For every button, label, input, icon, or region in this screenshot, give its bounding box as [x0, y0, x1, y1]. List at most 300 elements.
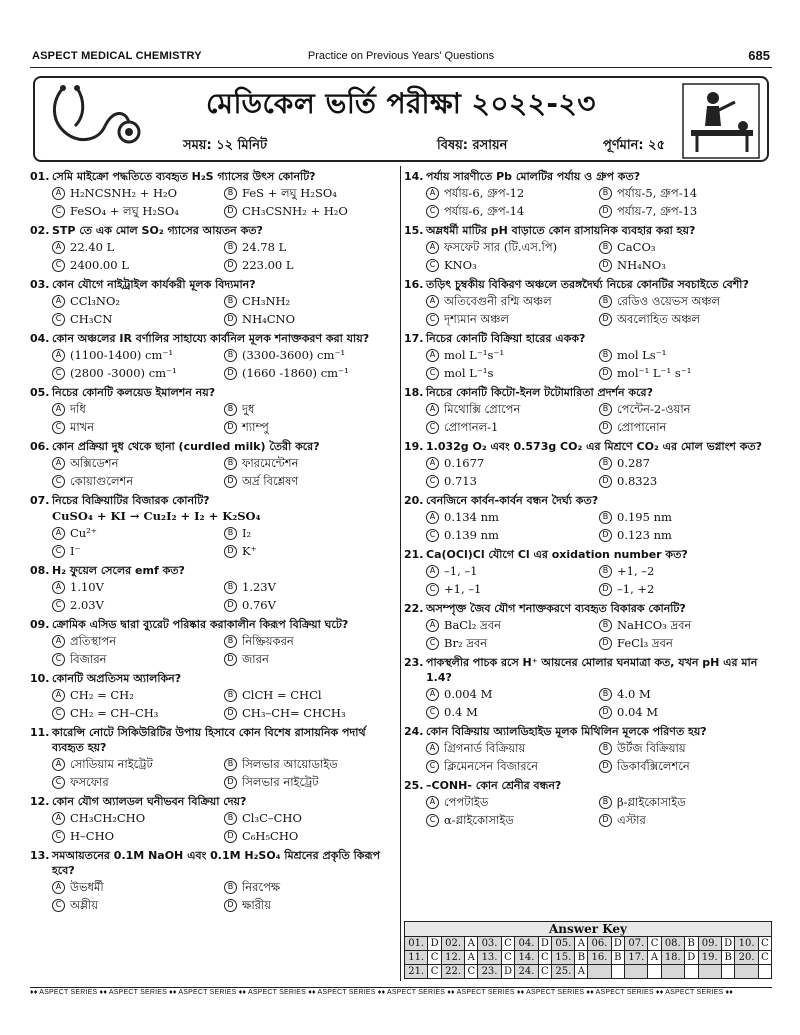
option-letter-circle: B: [224, 349, 237, 362]
option-letter-circle: D: [224, 475, 237, 488]
option-letter-circle: A: [426, 742, 439, 755]
option-item: [52, 896, 224, 914]
option-text: 0.1677: [444, 456, 485, 470]
option-letter-circle: D: [599, 205, 612, 218]
question-item: [404, 328, 772, 382]
question-item: [30, 722, 396, 791]
option-text: (1100-1400) cm⁻¹: [70, 348, 174, 362]
question-text: নিচের কোনটি কিটো-ইনল টটোমারিতা প্রদর্শন করে?: [426, 386, 653, 399]
page-number: 685: [748, 48, 770, 63]
answer-key-answer: [611, 965, 625, 979]
option-item: [224, 878, 396, 896]
question-text: কোন অঞ্চলের IR বর্ণালির সাহায্যে কার্বনিল মূলক শনাক্তকরণ করা যায়?: [52, 332, 370, 345]
answer-key-number: 07.: [625, 937, 648, 951]
option-text: NH₄NO₃: [617, 258, 666, 272]
answer-key: [404, 921, 772, 979]
question-item: [30, 845, 396, 914]
answer-key-number: 01.: [405, 937, 428, 951]
option-item: [224, 773, 396, 791]
option-item: [52, 310, 224, 328]
option-letter-circle: B: [224, 527, 237, 540]
answer-key-answer: D: [684, 951, 698, 965]
option-item: [224, 310, 396, 328]
options-grid: [404, 238, 772, 274]
option-item: [426, 454, 599, 472]
answer-key-number: 23.: [478, 965, 501, 979]
options-grid: [404, 508, 772, 544]
option-text: অক্সিডেশন: [70, 456, 119, 470]
question-item: [404, 382, 772, 436]
question-text: কারেন্সি নোটে সিকিউরিটির উপায় হিসাবে কোন বিশেষ রাসায়নিক পদার্থ ব্যবহৃত হয়?: [52, 726, 366, 754]
option-text: H–CHO: [70, 829, 115, 843]
option-item: [224, 418, 396, 436]
question-text-row: [404, 652, 772, 685]
option-letter-circle: A: [52, 187, 65, 200]
option-letter-circle: D: [224, 313, 237, 326]
option-text: গ্রিগনার্ড বিক্রিয়ায়: [444, 741, 526, 755]
option-letter-circle: D: [599, 259, 612, 272]
option-item: [426, 757, 599, 775]
option-letter-circle: B: [599, 295, 612, 308]
question-item: [404, 220, 772, 274]
answer-key-title: Answer Key: [404, 921, 772, 936]
option-text: CH₃CH₂CHO: [70, 811, 146, 825]
question-item: [404, 490, 772, 544]
question-number: 25.: [404, 779, 424, 792]
question-text-row: [404, 274, 772, 292]
question-number: 15.: [404, 224, 424, 237]
question-number: 12.: [30, 795, 50, 808]
answer-key-number: 25.: [552, 965, 575, 979]
option-letter-circle: A: [426, 511, 439, 524]
option-text: 0.713: [444, 474, 477, 488]
option-text: FeCl₃ দ্রবন: [617, 636, 673, 650]
option-item: [599, 526, 772, 544]
answer-key-row: [405, 951, 772, 965]
question-number: 09.: [30, 618, 50, 631]
option-text: দৃশ্যমান অঞ্চল: [444, 312, 509, 326]
question-item: [30, 490, 396, 560]
option-text: প্রোপানোন: [617, 420, 667, 434]
question-text-row: [30, 328, 396, 346]
option-text: পেপটাইড: [444, 795, 489, 809]
question-number: 08.: [30, 564, 50, 577]
option-item: [599, 739, 772, 757]
option-item: [52, 364, 224, 382]
answer-key-number: 11.: [405, 951, 428, 965]
options-grid: [30, 238, 396, 274]
question-number: 14.: [404, 170, 424, 183]
answer-key-number: [661, 965, 684, 979]
question-text: অসম্পৃক্ত জৈব যৌগ শনাক্তকরণে ব্যবহৃত বিকারক কোনটি?: [426, 602, 686, 615]
answer-key-number: 16.: [588, 951, 611, 965]
option-text: (2800 -3000) cm⁻¹: [70, 366, 177, 380]
question-item: [404, 436, 772, 490]
option-letter-circle: A: [426, 403, 439, 416]
option-item: [599, 238, 772, 256]
option-item: [224, 472, 396, 490]
option-item: [599, 418, 772, 436]
option-letter-circle: B: [224, 241, 237, 254]
option-item: [426, 580, 599, 598]
option-item: [599, 292, 772, 310]
option-letter-circle: B: [224, 758, 237, 771]
option-letter-circle: A: [52, 295, 65, 308]
option-item: [599, 793, 772, 811]
option-text: CCl₃NO₂: [70, 294, 120, 308]
option-item: [52, 596, 224, 614]
options-grid: [404, 616, 772, 652]
option-text: জারন: [242, 652, 269, 666]
question-text: –CONH- কোন শ্রেনীর বন্ধন?: [426, 779, 562, 792]
answer-key-number: 22.: [441, 965, 464, 979]
options-grid: [404, 562, 772, 598]
question-number: 06.: [30, 440, 50, 453]
options-grid: [30, 400, 396, 436]
options-grid: [404, 292, 772, 328]
option-letter-circle: D: [224, 421, 237, 434]
option-text: বিজারন: [70, 652, 107, 666]
question-text: তড়িৎ চুম্বকীয় বিকিরণ অঞ্চলে তরঙ্গদৈর্ঘ্য নিচের কোনটির সবচাইতে বেশী?: [426, 278, 749, 291]
answer-key-answer: C: [428, 951, 442, 965]
option-text: 0.004 M: [444, 687, 493, 701]
option-text: উভধর্মী: [70, 880, 104, 894]
option-text: ClCH = CHCl: [242, 688, 322, 702]
answer-key-answer: C: [538, 965, 552, 979]
option-item: [52, 472, 224, 490]
option-text: ফসফেট সার (টি.এস.পি): [444, 240, 558, 254]
doctor-patient-icon: [681, 82, 761, 160]
exam-time: সময়: ১২ মিনিট: [183, 138, 268, 153]
option-text: মিথোক্সি প্রোপেন: [444, 402, 521, 416]
options-grid: [30, 292, 396, 328]
option-letter-circle: B: [599, 511, 612, 524]
answer-key-number: 18.: [661, 951, 684, 965]
option-letter-circle: B: [224, 403, 237, 416]
option-item: [52, 809, 224, 827]
question-text-row: [30, 845, 396, 878]
option-text: রেডিও ওয়েভস অঞ্চল: [617, 294, 721, 308]
option-text: BaCl₂ দ্রবন: [444, 618, 501, 632]
option-item: [426, 793, 599, 811]
question-number: 22.: [404, 602, 424, 615]
answer-key-answer: C: [501, 951, 515, 965]
option-letter-circle: A: [426, 796, 439, 809]
answer-key-number: [588, 965, 611, 979]
option-text: কোয়াগুলেশন: [70, 474, 134, 488]
option-text: –1, –1: [444, 564, 478, 578]
option-text: I⁻: [70, 544, 81, 558]
option-text: NaHCO₃ দ্রবন: [617, 618, 692, 632]
answer-key-number: [735, 965, 758, 979]
question-number: 07.: [30, 494, 50, 507]
option-letter-circle: A: [426, 565, 439, 578]
option-item: [52, 524, 224, 542]
question-text: STP তে এক মোল SO₂ গ্যাসের আয়তন কত?: [52, 224, 263, 237]
options-grid: [404, 184, 772, 220]
answer-key-number: 04.: [515, 937, 538, 951]
option-text: 0.134 nm: [444, 510, 499, 524]
option-item: [224, 704, 396, 722]
option-item: [426, 634, 599, 652]
option-text: mol Ls⁻¹: [617, 348, 667, 362]
option-text: (1660 -1860) cm⁻¹: [242, 366, 349, 380]
option-text: CH₂ = CH–CH₃: [70, 706, 159, 720]
option-text: β-গ্লাইকোসাইড: [617, 795, 686, 809]
option-letter-circle: D: [599, 760, 612, 773]
option-letter-circle: C: [426, 760, 439, 773]
question-number: 20.: [404, 494, 424, 507]
question-text: বেনজিনে কার্বন-কার্বন বন্ধন দৈর্ঘ্য কত?: [426, 494, 599, 507]
option-text: mol L⁻¹s: [444, 366, 494, 380]
option-item: [52, 400, 224, 418]
option-letter-circle: A: [426, 688, 439, 701]
question-number: 17.: [404, 332, 424, 345]
book-title: ASPECT MEDICAL CHEMISTRY: [32, 50, 202, 62]
option-letter-circle: C: [426, 421, 439, 434]
question-text: ক্রোমিক এসিড দ্বারা ব্যুরেট পরিষ্কার করাকালীন কিরূপ বিক্রিয়া ঘটে?: [52, 618, 349, 631]
question-text: কোন প্রক্রিয়া দুধ থেকে ছানা (curdled milk) তৈরী করে?: [52, 440, 320, 453]
option-letter-circle: D: [599, 421, 612, 434]
options-grid: [404, 454, 772, 490]
question-item: [30, 668, 396, 722]
answer-key-answer: B: [721, 951, 735, 965]
option-letter-circle: B: [224, 457, 237, 470]
option-text: ফসফোর: [70, 775, 109, 789]
option-item: [599, 364, 772, 382]
question-item: [30, 382, 396, 436]
option-item: [224, 400, 396, 418]
option-item: [426, 703, 599, 721]
option-text: C₆H₅CHO: [242, 829, 299, 843]
option-item: [224, 364, 396, 382]
answer-key-answer: [648, 965, 661, 979]
question-text-row: [404, 775, 772, 793]
question-text-row: [404, 436, 772, 454]
option-letter-circle: A: [426, 241, 439, 254]
option-text: 223.00 L: [242, 258, 294, 272]
option-item: [426, 418, 599, 436]
section-title: Practice on Previous Years' Questions: [307, 50, 495, 62]
option-item: [224, 755, 396, 773]
option-letter-circle: C: [426, 583, 439, 596]
answer-key-number: 02.: [441, 937, 464, 951]
answer-key-answer: C: [758, 951, 771, 965]
option-letter-circle: D: [224, 367, 237, 380]
footer-band: ♦♦ ASPECT SERIES ♦♦ ASPECT SERIES ♦♦ ASPECT SERIES ♦♦ ASPECT SERIES ♦♦ ASPECT SERIES ♦♦ ASPECT SERIES ♦♦ ASPECT SERIES ♦♦ ASPECT SERIES ♦♦ ASPECT SERIES ♦♦ ASPECT SERIES ♦♦: [30, 987, 772, 999]
question-number: 21.: [404, 548, 424, 561]
question-item: [404, 775, 772, 829]
answer-key-number: 14.: [515, 951, 538, 965]
answer-key-number: 03.: [478, 937, 501, 951]
question-item: [30, 328, 396, 382]
question-item: [30, 436, 396, 490]
option-text: 1.23V: [242, 580, 276, 594]
option-text: CaCO₃: [617, 240, 656, 254]
question-item: [30, 560, 396, 614]
answer-key-answer: [684, 965, 698, 979]
option-letter-circle: B: [599, 403, 612, 416]
question-number: 10.: [30, 672, 50, 685]
answer-key-answer: D: [501, 965, 515, 979]
option-text: ডিকার্বক্সিলেশনে: [617, 759, 690, 773]
option-letter-circle: D: [224, 205, 237, 218]
option-text: উর্টজ বিক্রিয়ায়: [617, 741, 686, 755]
question-text-row: [404, 598, 772, 616]
answer-key-number: [698, 965, 721, 979]
question-text-row: [404, 166, 772, 184]
option-letter-circle: C: [52, 421, 65, 434]
answer-key-answer: B: [684, 937, 698, 951]
option-letter-circle: D: [599, 475, 612, 488]
option-item: [52, 632, 224, 650]
question-item: [30, 274, 396, 328]
option-item: [599, 811, 772, 829]
option-letter-circle: C: [426, 313, 439, 326]
option-text: ক্ষারীয়: [242, 898, 272, 912]
options-grid: [30, 578, 396, 614]
question-text-row: [404, 490, 772, 508]
option-item: [52, 292, 224, 310]
option-letter-circle: B: [224, 689, 237, 702]
option-letter-circle: B: [599, 241, 612, 254]
option-text: পর্যায়-7, গ্রুপ-13: [617, 204, 698, 218]
answer-key-number: 24.: [515, 965, 538, 979]
option-letter-circle: B: [599, 796, 612, 809]
question-item: [30, 614, 396, 668]
option-text: –1, +2: [617, 582, 655, 596]
option-item: [224, 524, 396, 542]
question-text-row: [30, 668, 396, 686]
option-item: [52, 542, 224, 560]
answer-key-table: [404, 936, 772, 979]
question-item: [30, 166, 396, 220]
question-item: [404, 274, 772, 328]
option-item: [426, 364, 599, 382]
option-text: H₂NCSNH₂ + H₂O: [70, 186, 178, 200]
question-text-row: [404, 721, 772, 739]
option-letter-circle: B: [599, 349, 612, 362]
option-text: α-গ্লাইকোসাইড: [444, 813, 514, 827]
option-item: [426, 292, 599, 310]
option-item: [224, 578, 396, 596]
option-letter-circle: C: [52, 259, 65, 272]
question-item: [30, 220, 396, 274]
option-text: CH₃CSNH₂ + H₂O: [242, 204, 348, 218]
option-letter-circle: B: [224, 812, 237, 825]
option-item: [52, 686, 224, 704]
option-letter-circle: A: [426, 187, 439, 200]
option-text: ফারমেন্টেশন: [242, 456, 299, 470]
question-text: কোন যৌগ অ্যালডল ঘনীভবন বিক্রিয়া দেয়?: [52, 795, 247, 808]
option-text: 0.287: [617, 456, 650, 470]
option-item: [224, 256, 396, 274]
option-letter-circle: A: [426, 619, 439, 632]
option-text: CH₃CN: [70, 312, 113, 326]
option-letter-circle: D: [599, 313, 612, 326]
answer-key-row: [405, 965, 772, 979]
option-text: অতিবেগুনী রশ্মি অঞ্চল: [444, 294, 552, 308]
option-item: [52, 827, 224, 845]
option-letter-circle: A: [426, 349, 439, 362]
option-text: পর্যায়-6, গ্রুপ-12: [444, 186, 525, 200]
option-letter-circle: C: [52, 599, 65, 612]
option-letter-circle: A: [52, 689, 65, 702]
option-letter-circle: D: [224, 707, 237, 720]
answer-key-number: 05.: [552, 937, 575, 951]
answer-key-answer: B: [611, 951, 625, 965]
option-letter-circle: B: [599, 457, 612, 470]
option-letter-circle: B: [599, 742, 612, 755]
option-text: Cu²⁺: [70, 526, 97, 540]
option-letter-circle: D: [224, 830, 237, 843]
option-letter-circle: C: [426, 205, 439, 218]
answer-key-number: 19.: [698, 951, 721, 965]
option-letter-circle: D: [224, 776, 237, 789]
option-letter-circle: D: [599, 583, 612, 596]
option-letter-circle: C: [52, 830, 65, 843]
answer-key-answer: D: [611, 937, 625, 951]
question-number: 24.: [404, 725, 424, 738]
options-grid: [30, 809, 396, 845]
option-text: mol L⁻¹s⁻¹: [444, 348, 505, 362]
option-letter-circle: B: [599, 619, 612, 632]
question-text: নিচের কোনটি বিক্রিয়া হারের একক?: [426, 332, 586, 345]
options-grid: [404, 400, 772, 436]
options-grid: [30, 454, 396, 490]
option-letter-circle: C: [52, 653, 65, 666]
question-number: 16.: [404, 278, 424, 291]
question-item: [404, 598, 772, 652]
option-letter-circle: A: [52, 581, 65, 594]
question-number: 18.: [404, 386, 424, 399]
option-text: 2400.00 L: [70, 258, 129, 272]
answer-key-number: 09.: [698, 937, 721, 951]
option-text: KNO₃: [444, 258, 477, 272]
option-item: [599, 346, 772, 364]
option-item: [599, 580, 772, 598]
question-item: [30, 791, 396, 845]
option-letter-circle: C: [426, 367, 439, 380]
option-item: [224, 827, 396, 845]
question-text-row: [30, 436, 396, 454]
option-text: 4.0 M: [617, 687, 651, 701]
options-grid: [30, 184, 396, 220]
answer-key-number: 13.: [478, 951, 501, 965]
options-grid: [30, 524, 396, 560]
option-item: [224, 809, 396, 827]
question-number: 05.: [30, 386, 50, 399]
option-letter-circle: C: [52, 367, 65, 380]
options-grid: [30, 755, 396, 791]
question-text: অম্লধর্মী মাটির pH বাড়াতে কোন রাসায়নিক ব্যবহার করা হয়?: [426, 224, 696, 237]
option-text: অর্দ্র বিশ্লেষণ: [242, 474, 299, 488]
option-text: 22.40 L: [70, 240, 115, 254]
answer-key-number: 06.: [588, 937, 611, 951]
option-text: FeSO₄ + লঘু H₂SO₄: [70, 204, 179, 218]
answer-key-answer: C: [501, 937, 515, 951]
option-letter-circle: A: [52, 635, 65, 648]
question-item: [404, 166, 772, 220]
option-item: [224, 596, 396, 614]
answer-key-answer: A: [648, 951, 661, 965]
option-text: পর্যায়-5, গ্রুপ-14: [617, 186, 698, 200]
option-text: FeS + লঘু H₂SO₄: [242, 186, 337, 200]
option-text: 0.123 nm: [617, 528, 672, 542]
question-text: নিচের কোনটি কলয়েড ইমালশন নয়?: [52, 386, 216, 399]
option-letter-circle: C: [52, 545, 65, 558]
option-text: (3300-3600) cm⁻¹: [242, 348, 346, 362]
